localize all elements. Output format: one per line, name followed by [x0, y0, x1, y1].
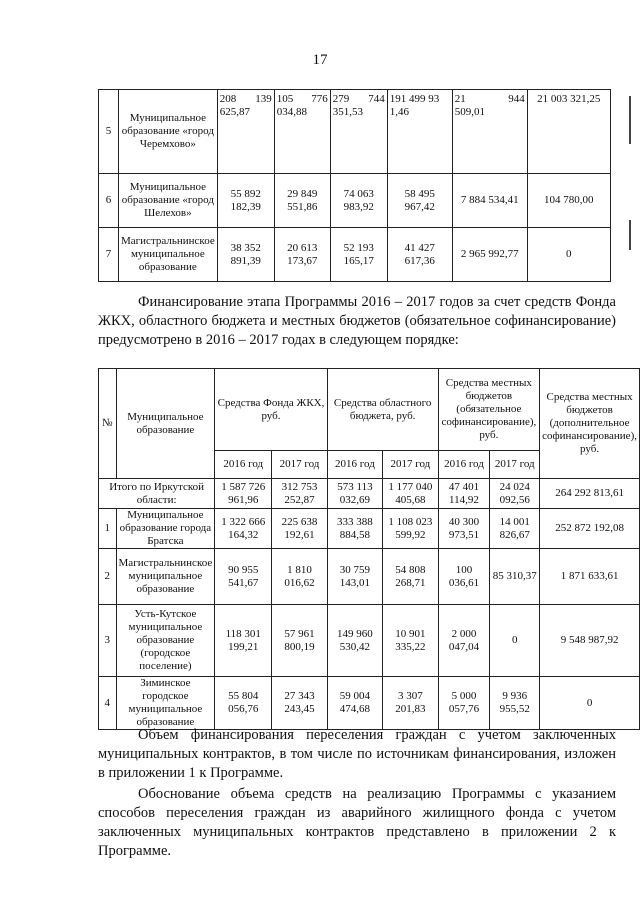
- table-financing: [98, 368, 640, 730]
- table-row-total: Итого по Иркутской области: 1 587 726 961,96 312 753 252,87 573 113 032,69 1 177 040 405,68 47 401 114,92 24 024 092,56 264 292 813,61: [99, 479, 640, 509]
- table-row: 6 Муниципальное образование «город Шелехов» 55 892 182,39 29 849 551,86 74 063 983,92 58 495 967,42 7 884 534,41 104 780,00: [99, 174, 611, 228]
- scan-mark: [629, 220, 631, 250]
- table-header-row: 2016 год 2017 год 2016 год 2017 год 2016 год 2017 год: [99, 451, 640, 479]
- scan-mark: [629, 96, 631, 144]
- table-row: 4 Зиминское городское муниципальное образование 55 804 056,76 27 343 243,45 59 004 474,68 3 307 201,83 5 000 057,76 9 936 955,52 0: [99, 677, 640, 730]
- table-row: 1 Муниципальное образование города Братска 1 322 666 164,32 225 638 192,61 333 388 884,58 1 108 023 599,92 40 300 973,51 14 001 826,67 252 872 192,08: [99, 509, 640, 549]
- table-row: 7 Магистральнинское муниципальное образование 38 352 891,39 20 613 173,67 52 193 165,17 41 427 617,36 2 965 992,77 0: [99, 228, 611, 282]
- table-municipal-continued: [98, 89, 611, 282]
- table-row: 5 Муниципальное образование «город Черемхово» 208 139 625,87 105 776 034,88 279 744 351,53 191 499 93 1,46 21 944 509,01 21 003 321,25: [99, 90, 611, 174]
- paragraph-volume: Объем финансирования переселения граждан с учетом заключенных муниципальных контрактов, в том числе по источникам финансирования, изложен в приложении 1 к Программе.: [98, 727, 616, 781]
- table-row: 3 Усть-Кутское муниципальное образование (городское поселение) 118 301 199,21 57 961 800,19 149 960 530,42 10 901 335,22 2 000 047,04 0 9 548 987,92: [99, 605, 640, 677]
- table-header-row: № Муниципальное образование Средства Фонда ЖКХ, руб. Средства областного бюджета, руб. Средства местных бюджетов (обязательное софинансирование), руб. Средства местных бюджетов (дополнительное софинансирование), руб.: [99, 369, 640, 451]
- paragraph-justification: Обоснование объема средств на реализацию Программы с указанием способов переселения граждан из аварийного жилищного фонда с учетом заключенных муниципальных контрактов представлено в приложении 2 к Программе.: [98, 786, 616, 859]
- page-number: 17: [312, 52, 328, 68]
- table-row: 2 Магистральнинское муниципальное образование 90 955 541,67 1 810 016,62 30 759 143,01 54 808 268,71 100 036,61 85 310,37 1 871 633,61: [99, 549, 640, 605]
- paragraph-financing: Финансирование этапа Программы 2016 – 2017 годов за счет средств Фонда ЖКХ, областного бюджета и местных бюджетов (обязательное софинансирование) предусмотрено в 2016 – 2017 годах в следующем порядке:: [98, 294, 616, 348]
